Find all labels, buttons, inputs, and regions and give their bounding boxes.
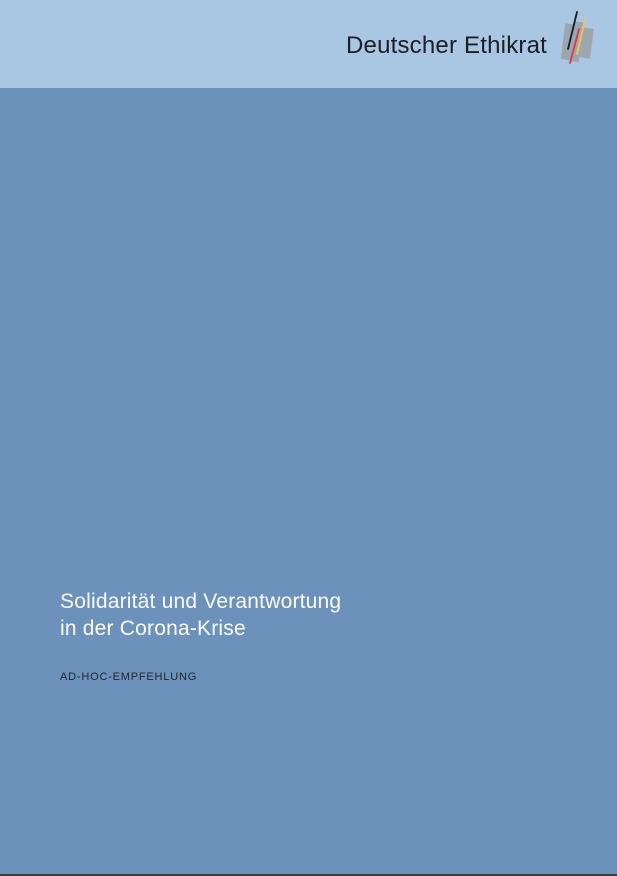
cover-title: [60, 588, 540, 642]
brand-title: Deutscher Ethikrat: [345, 32, 547, 59]
cover-title-line2: in der Corona-Krise: [60, 617, 246, 640]
ethikrat-logo-icon: [557, 9, 603, 73]
cover-titles: [60, 588, 540, 683]
cover-subtitle: AD-HOC-EMPFEHLUNG: [60, 671, 198, 683]
header-band: [0, 0, 617, 88]
cover-title-line1: Solidarität und Verantwortung: [60, 590, 342, 613]
